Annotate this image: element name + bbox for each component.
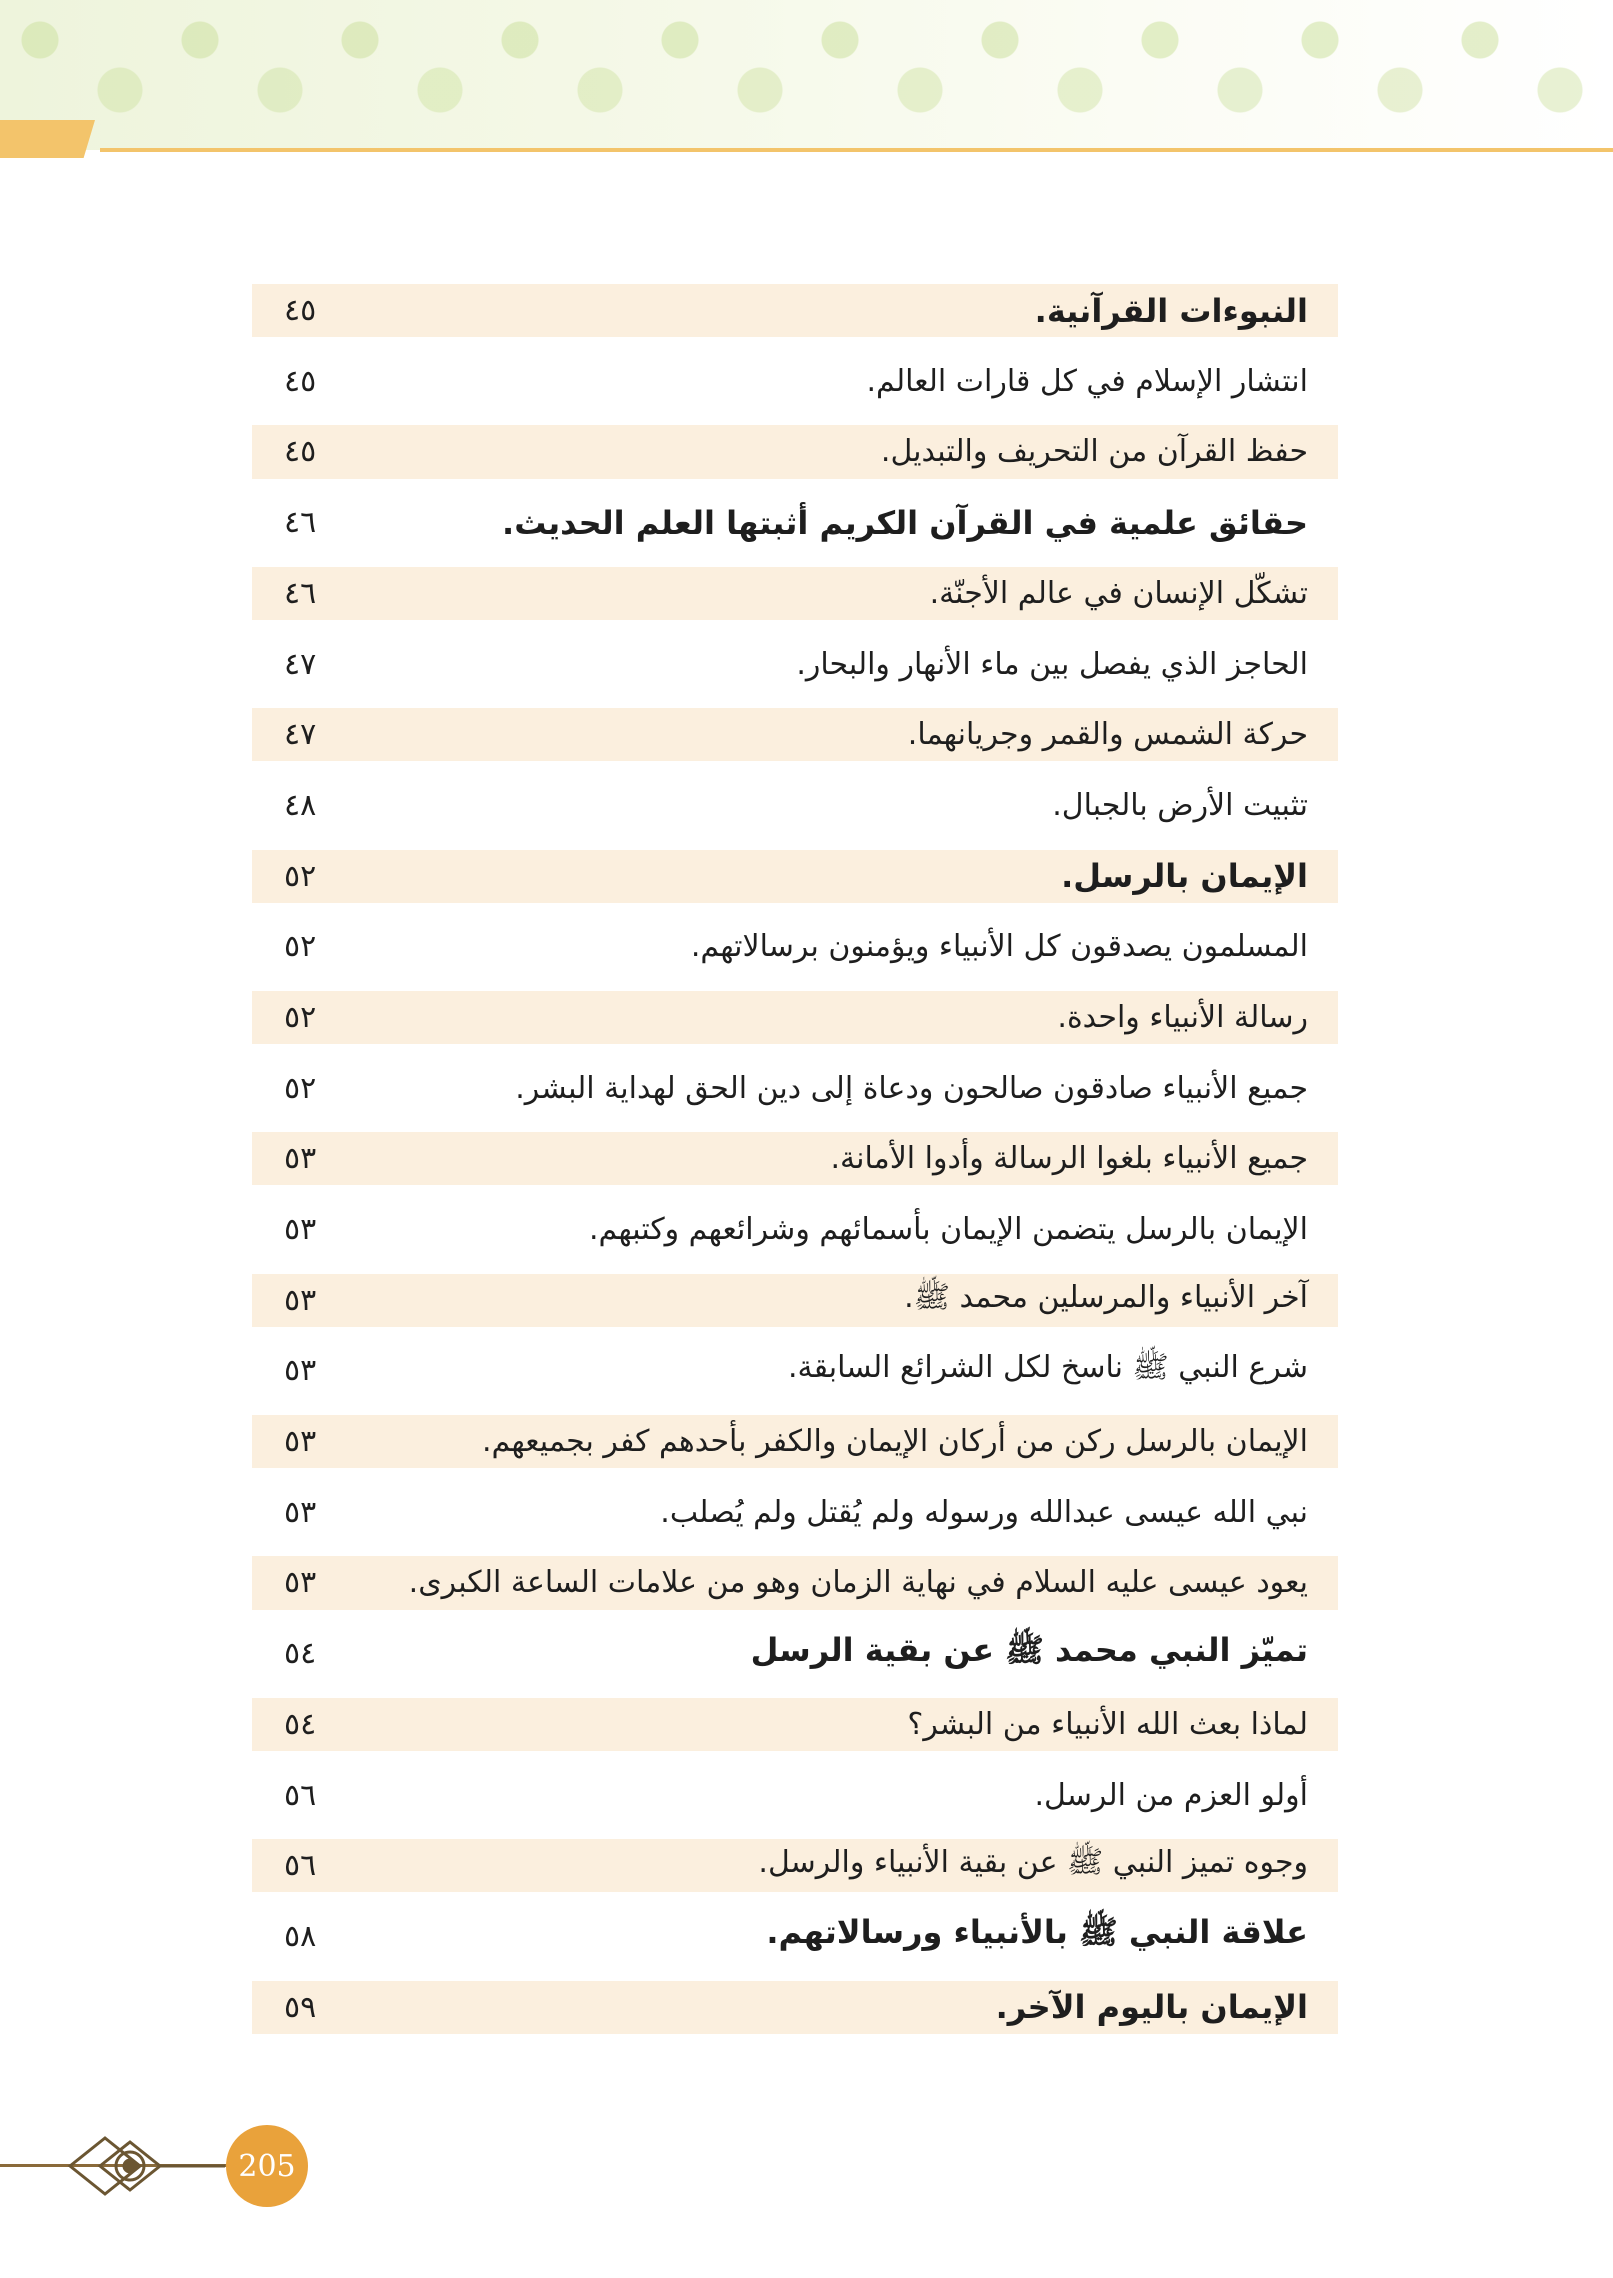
toc-row [252,850,1338,903]
toc-entry-page: ٥٣ [284,1494,317,1530]
toc-entry-title: حفظ القرآن من التحريف والتبديل. [880,434,1308,470]
toc-entry-page: ٤٥ [284,363,317,399]
toc-row [252,1981,1338,2034]
toc-entry-title: الإيمان بالرسل. [1061,857,1308,896]
toc-entry-title: يعود عيسى عليه السلام في نهاية الزمان وهو من علامات الساعة الكبرى. [408,1565,1308,1601]
toc-row [252,567,1338,620]
toc-row [252,1132,1338,1185]
toc-entry-page: ٥٤ [284,1706,317,1742]
toc-entry-page: ٥٣ [284,1424,317,1460]
table-of-contents [252,284,1338,2051]
toc-entry-title: تميّز النبي محمد ﷺ عن بقية الرسل [750,1630,1308,1669]
toc-row [252,1627,1338,1680]
toc-entry-title: حركة الشمس والقمر وجريانهما. [907,717,1308,753]
toc-row [252,637,1338,690]
toc-entry-title: تثبيت الأرض بالجبال. [1052,787,1308,823]
toc-entry-page: ٥٢ [284,999,317,1035]
toc-entry-page: ٤٥ [284,293,317,329]
toc-row [252,355,1338,408]
toc-entry-page: ٥٤ [284,1636,317,1672]
toc-row [252,284,1338,337]
toc-entry-title: انتشار الإسلام في كل قارات العالم. [866,363,1308,399]
toc-entry-page: ٥٣ [284,1141,317,1177]
page-number: 205 [238,2148,296,2184]
toc-entry-title: النبوءات القرآنية. [1034,291,1308,330]
toc-entry-title: الإيمان باليوم الآخر. [995,1988,1308,2027]
toc-entry-page: ٥٨ [284,1918,317,1954]
toc-row [252,1768,1338,1821]
page-number-badge [226,2125,308,2207]
toc-row [252,920,1338,973]
toc-entry-page: ٤٦ [284,505,317,541]
toc-entry-title: تشكّل الإنسان في عالم الأجنّة. [929,575,1308,611]
toc-entry-page: ٥٩ [284,1989,317,2025]
toc-entry-page: ٥٢ [284,858,317,894]
toc-row [252,1556,1338,1609]
toc-entry-title: رسالة الأنبياء واحدة. [1057,999,1308,1035]
toc-entry-title: أولو العزم من الرسل. [1034,1777,1308,1813]
toc-entry-title: لماذا بعث الله الأنبياء من البشر؟ [907,1706,1308,1742]
toc-entry-page: ٥٢ [284,1070,317,1106]
toc-entry-title: علاقة النبي ﷺ بالأنبياء ورسالاتهم. [766,1913,1308,1952]
toc-entry-page: ٥٢ [284,929,317,965]
toc-entry-title: الإيمان بالرسل يتضمن الإيمان بأسمائهم وشرائعهم وكتبهم. [588,1212,1308,1248]
toc-row [252,1415,1338,1468]
toc-row [252,1274,1338,1327]
toc-entry-page: ٤٨ [284,787,317,823]
toc-entry-title: نبي الله عيسى عبدالله ورسوله ولم يُقتل ولم يُصلب. [660,1494,1308,1530]
toc-entry-title: المسلمون يصدقون كل الأنبياء ويؤمنون برسالاتهم. [690,929,1308,965]
toc-row [252,1344,1338,1397]
toc-entry-title: شرع النبي ﷺ ناسخ لكل الشرائع السابقة. [787,1350,1308,1386]
toc-row [252,779,1338,832]
toc-row [252,1839,1338,1892]
toc-row [252,496,1338,549]
toc-entry-page: ٥٣ [284,1565,317,1601]
toc-entry-page: ٤٧ [284,717,317,753]
toc-entry-title: حقائق علمية في القرآن الكريم أثبتها العلم الحديث. [502,503,1308,542]
toc-entry-title: جميع الأنبياء بلغوا الرسالة وأدوا الأمانة. [830,1141,1308,1177]
toc-row [252,991,1338,1044]
toc-row [252,1486,1338,1539]
header-tab-accent [0,120,95,158]
toc-entry-page: ٤٥ [284,434,317,470]
toc-entry-page: ٤٦ [284,575,317,611]
toc-row [252,1910,1338,1963]
toc-entry-page: ٥٣ [284,1353,317,1389]
toc-entry-page: ٥٦ [284,1777,317,1813]
toc-row [252,1062,1338,1115]
toc-row [252,708,1338,761]
toc-entry-title: الإيمان بالرسل ركن من أركان الإيمان والكفر بأحدهم كفر بجميعهم. [481,1424,1308,1460]
header-decorative-band [0,0,1613,150]
toc-row [252,1698,1338,1751]
toc-entry-page: ٥٣ [284,1212,317,1248]
ornament-icon [50,2124,230,2208]
toc-entry-title: الحاجز الذي يفصل بين ماء الأنهار والبحار. [796,646,1308,682]
toc-row [252,425,1338,478]
toc-entry-page: ٥٣ [284,1282,317,1318]
toc-entry-page: ٥٦ [284,1848,317,1884]
toc-entry-page: ٤٧ [284,646,317,682]
toc-entry-title: آخر الأنبياء والمرسلين محمد ﷺ. [904,1279,1308,1315]
header-rule [100,148,1613,152]
toc-entry-title: جميع الأنبياء صادقون صالحون ودعاة إلى دين الحق لهداية البشر. [515,1070,1308,1106]
toc-row [252,1203,1338,1256]
toc-entry-title: وجوه تميز النبي ﷺ عن بقية الأنبياء والرسل. [758,1845,1308,1881]
